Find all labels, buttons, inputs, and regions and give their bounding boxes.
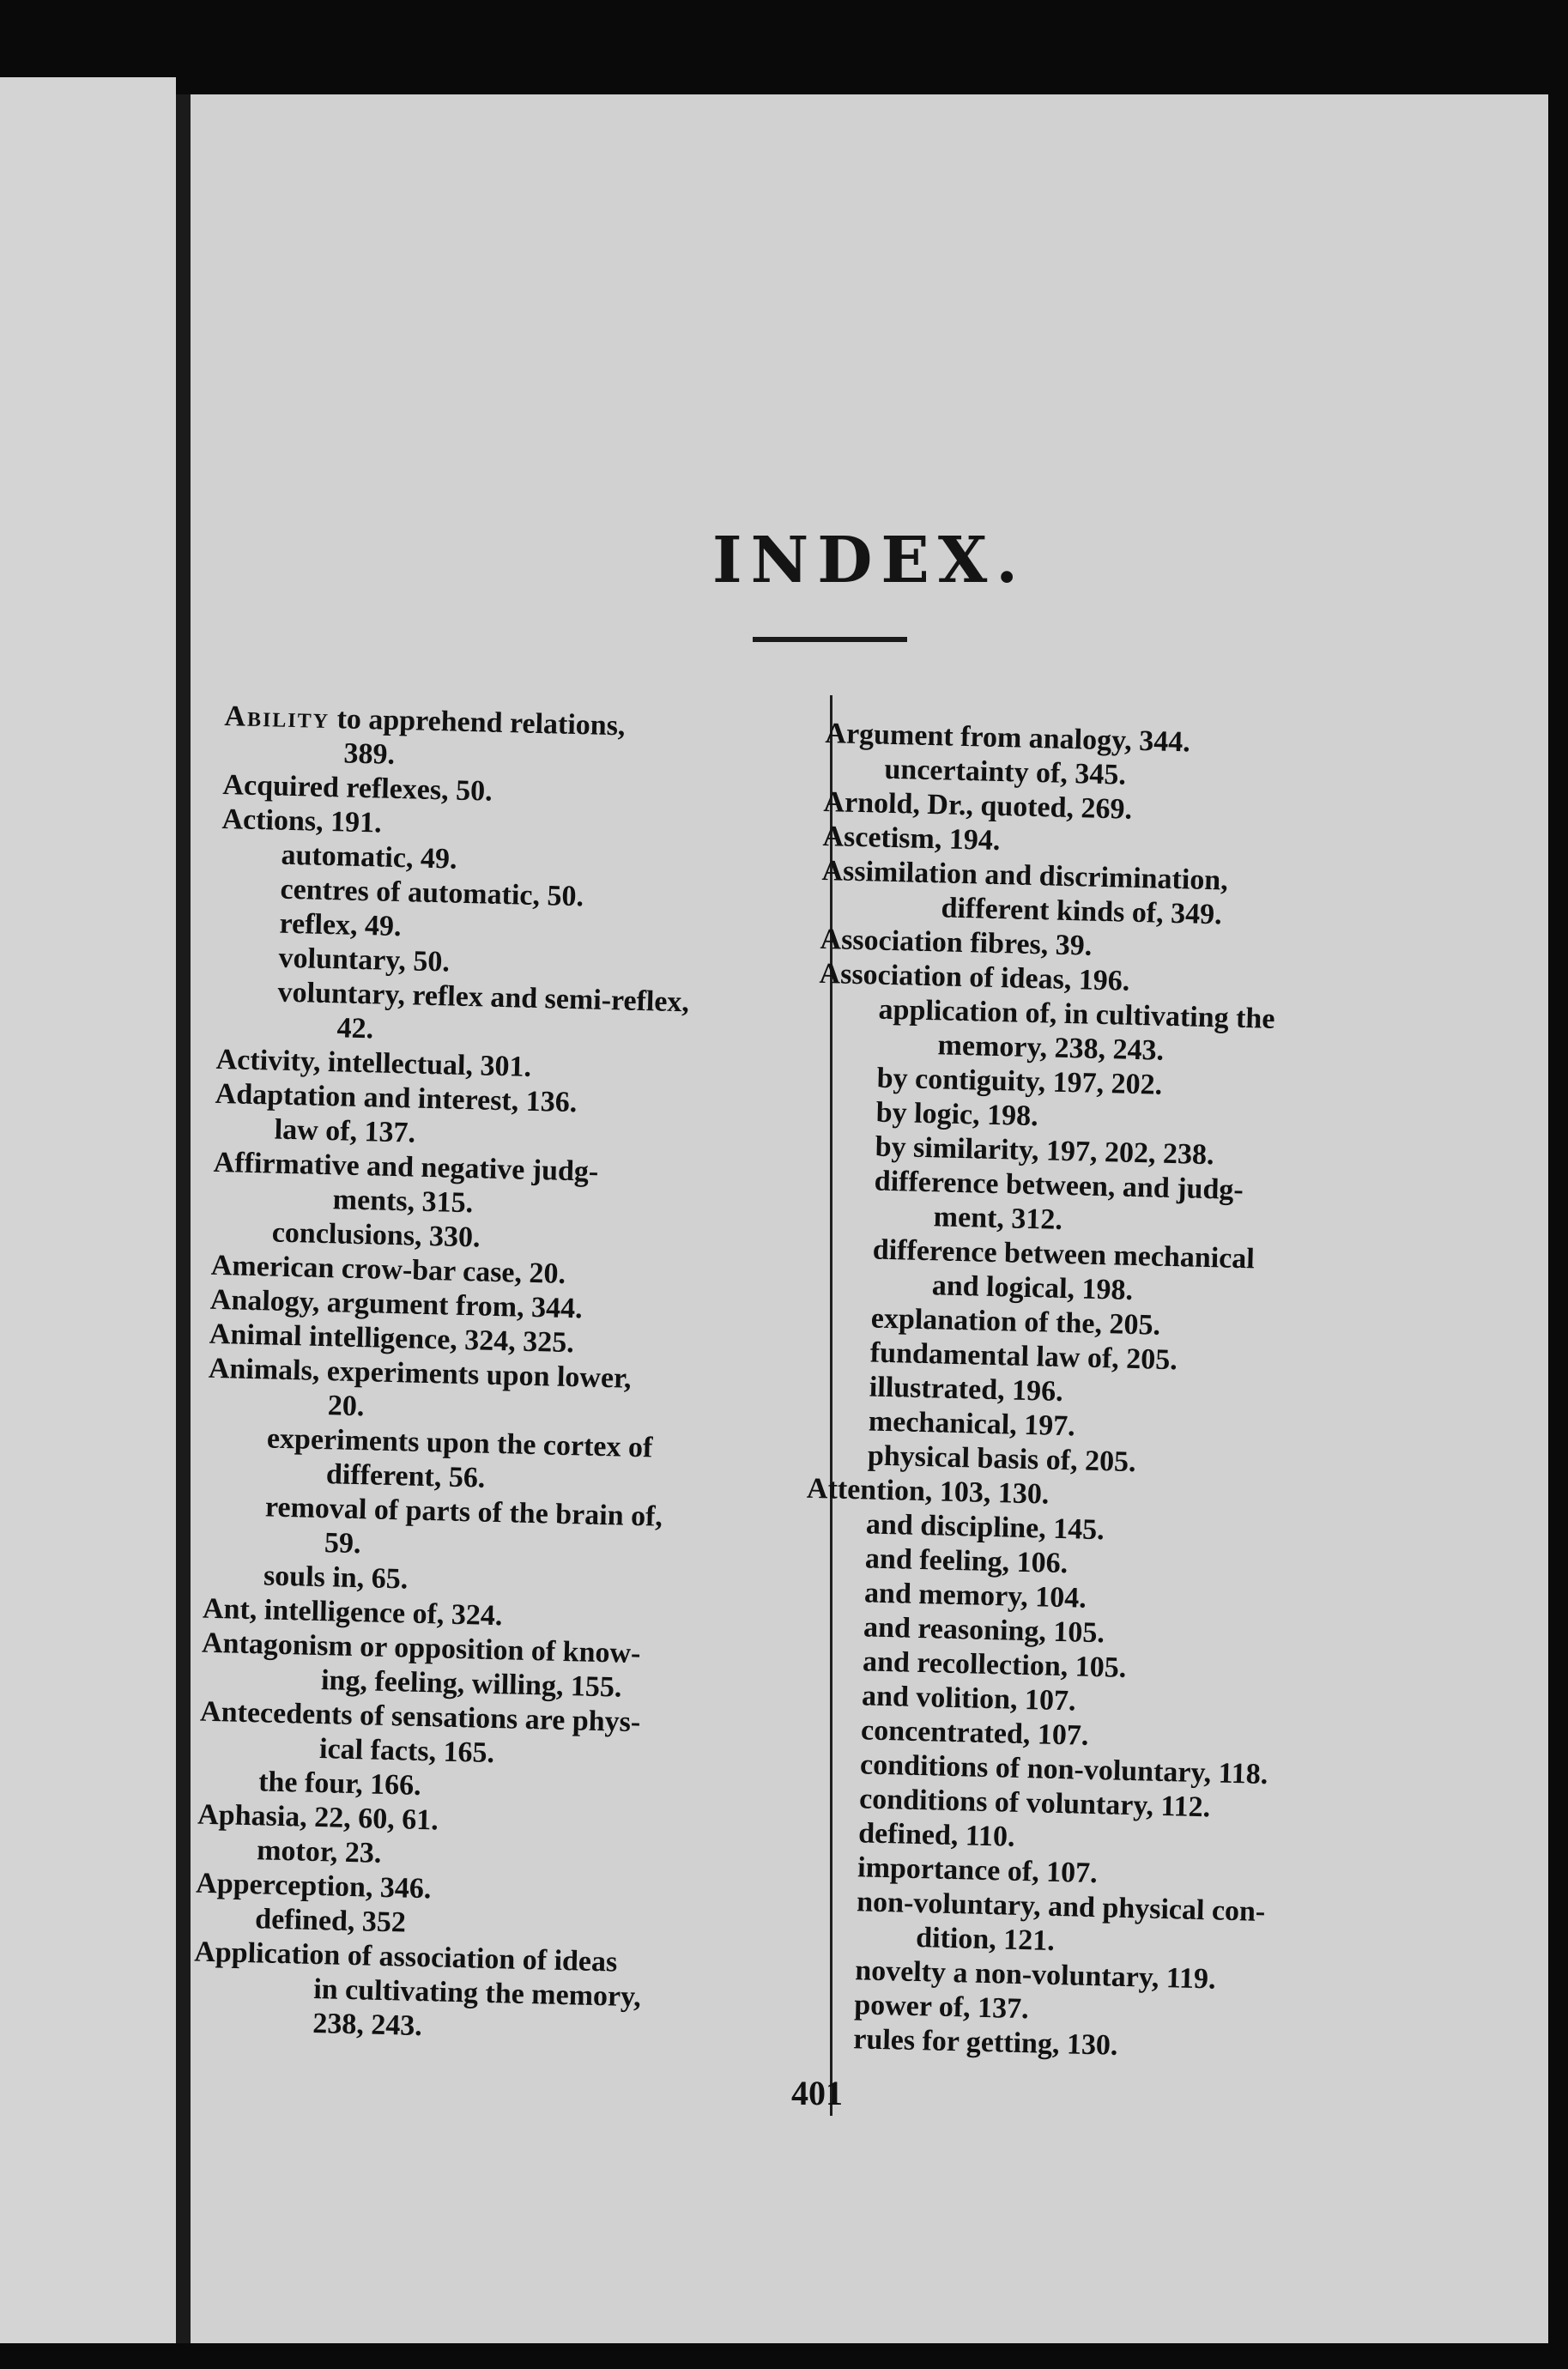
- entry-text: novelty a non-voluntary, 119.: [854, 1954, 1216, 1996]
- entry-text: 238, 243.: [312, 2007, 423, 2043]
- entry-text: and feeling, 106.: [864, 1542, 1069, 1580]
- entry-text: Apperception, 346.: [195, 1867, 432, 1905]
- page-title: INDEX.: [711, 524, 1026, 597]
- entry-text: Acquired reflexes, 50.: [222, 768, 493, 808]
- entry-text: motor, 23.: [256, 1834, 382, 1869]
- entry-text: 59.: [324, 1527, 361, 1560]
- entry-text: difference between mechanical: [872, 1233, 1256, 1275]
- entry-lead-word: Ability: [224, 700, 330, 735]
- entry-text: Ant, intelligence of, 324.: [202, 1592, 503, 1633]
- entry-text: ments, 315.: [332, 1184, 474, 1220]
- entry-text: Analogy, argument from, 344.: [209, 1283, 584, 1325]
- entry-text: law of, 137.: [274, 1113, 416, 1149]
- entry-text: Antagonism or opposition of know-: [201, 1627, 641, 1670]
- entry-text: Affirmative and negative judg-: [213, 1146, 599, 1188]
- entry-text: Attention, 103, 130.: [806, 1472, 1050, 1511]
- index-column-left: [192, 700, 791, 2052]
- entry-text: power of, 137.: [853, 1989, 1030, 2026]
- entry-text: Actions, 191.: [221, 803, 383, 839]
- entry-text: removal of parts of the brain of,: [264, 1491, 663, 1533]
- entry-text: Antecedents of sensations are phys-: [199, 1695, 641, 1739]
- entry-text: conditions of voluntary, 112.: [858, 1783, 1211, 1824]
- entry-text: and memory, 104.: [863, 1577, 1087, 1615]
- entry-text: Aphasia, 22, 60, 61.: [197, 1798, 439, 1837]
- entry-text: reflex, 49.: [279, 907, 402, 943]
- page-number: 401: [791, 2074, 843, 2112]
- entry-text: different, 56.: [325, 1458, 486, 1494]
- entry-text: in cultivating the memory,: [312, 1972, 642, 2014]
- entry-text: Adaptation and interest, 136.: [215, 1077, 578, 1119]
- entry-text: application of, in cultivating the: [878, 993, 1275, 1035]
- entry-text: illustrated, 196.: [869, 1371, 1064, 1408]
- entry-text: centres of automatic, 50.: [280, 873, 584, 913]
- entry-text: and reasoning, 105.: [863, 1611, 1105, 1650]
- book-page: [191, 94, 1548, 2343]
- entry-text: Association of ideas, 196.: [819, 957, 1130, 997]
- title-rule: [753, 637, 907, 642]
- entry-text: rules for getting, 130.: [852, 2023, 1118, 2062]
- entry-text: souls in, 65.: [263, 1560, 409, 1596]
- entry-text: 389.: [343, 737, 396, 771]
- entry-text: importance of, 107.: [857, 1851, 1099, 1890]
- index-column-right: [793, 717, 1461, 2071]
- entry-text: and volition, 107.: [861, 1680, 1076, 1718]
- entry-text: defined, 352: [254, 1903, 407, 1939]
- entry-text: physical basis of, 205.: [867, 1439, 1137, 1479]
- entry-text: by contiguity, 197, 202.: [876, 1062, 1163, 1101]
- entry-text: conclusions, 330.: [271, 1216, 481, 1254]
- entry-text: voluntary, reflex and semi-reflex,: [277, 976, 690, 1019]
- entry-text: defined, 110.: [857, 1817, 1015, 1853]
- entry-text: explanation of the, 205.: [870, 1302, 1161, 1342]
- entry-text: mechanical, 197.: [868, 1405, 1076, 1443]
- entry-text: different kinds of, 349.: [941, 892, 1223, 931]
- entry-text: by similarity, 197, 202, 238.: [875, 1130, 1214, 1172]
- entry-text: voluntary, 50.: [278, 942, 451, 978]
- entry-text: ical facts, 165.: [318, 1733, 495, 1770]
- entry-text: Ascetism, 194.: [822, 820, 1001, 857]
- entry-text: Argument from analogy, 344.: [825, 717, 1191, 759]
- entry-text: fundamental law of, 205.: [869, 1336, 1178, 1377]
- entry-text: dition, 121.: [915, 1922, 1056, 1957]
- facing-page-edge: [0, 77, 176, 2343]
- entry-text: automatic, 49.: [281, 839, 457, 876]
- entry-text: Animal intelligence, 324, 325.: [209, 1318, 575, 1360]
- entry-text: non-voluntary, and physical con-: [856, 1886, 1266, 1928]
- entry-text: ment, 312.: [933, 1201, 1063, 1236]
- entry-text: Animals, experiments upon lower,: [208, 1352, 632, 1395]
- entry-text: to apprehend relations,: [329, 702, 626, 742]
- entry-text: conditions of non-voluntary, 118.: [859, 1748, 1268, 1790]
- entry-text: difference between, and judg-: [874, 1165, 1244, 1207]
- entry-text: the four, 166.: [257, 1766, 422, 1802]
- entry-text: Arnold, Dr., quoted, 269.: [823, 785, 1133, 826]
- entry-text: Association fibres, 39.: [820, 923, 1093, 962]
- entry-text: memory, 238, 243.: [937, 1029, 1165, 1067]
- entry-text: ing, feeling, willing, 155.: [320, 1664, 622, 1704]
- entry-text: and discipline, 145.: [865, 1508, 1105, 1547]
- entry-text: by logic, 198.: [875, 1096, 1039, 1133]
- entry-text: uncertainty of, 345.: [884, 753, 1127, 791]
- entry-text: concentrated, 107.: [860, 1714, 1089, 1752]
- entry-text: Application of association of ideas: [193, 1936, 618, 1978]
- entry-text: experiments upon the cortex of: [266, 1422, 653, 1464]
- entry-text: 20.: [327, 1390, 365, 1423]
- entry-text: Assimilation and discrimination,: [821, 854, 1229, 897]
- entry-text: 42.: [336, 1012, 374, 1045]
- entry-text: American crow-bar case, 20.: [210, 1249, 566, 1290]
- entry-text: and recollection, 105.: [862, 1645, 1127, 1684]
- entry-text: and logical, 198.: [931, 1269, 1134, 1306]
- entry-text: Activity, intellectual, 301.: [215, 1043, 532, 1083]
